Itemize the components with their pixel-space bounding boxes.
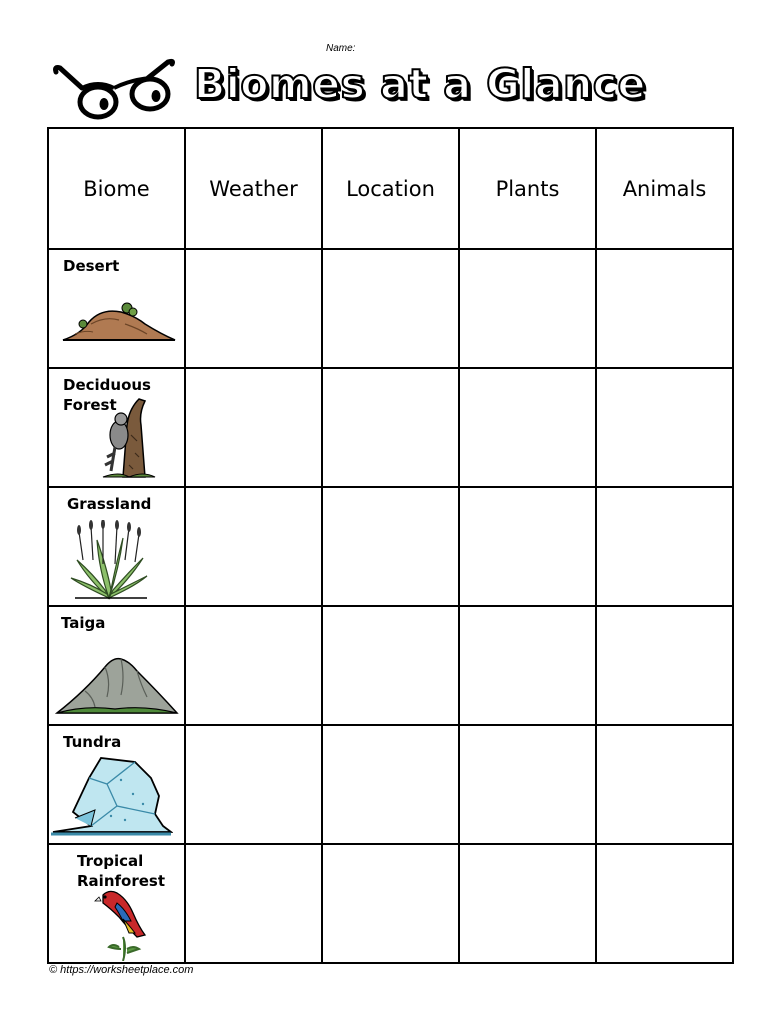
table-row [48,368,733,487]
biome-label: Tundra [63,733,122,751]
biome-cell-tundra [48,725,185,844]
copyright-footer: © https://worksheetplace.com [49,964,194,976]
biome-cell-tropical-rainforest [48,844,185,963]
biome-table [47,127,734,964]
biome-label: Deciduous Forest [63,376,151,414]
biome-cell-desert [48,249,185,368]
weather-cell[interactable] [185,606,322,725]
location-cell[interactable] [322,368,459,487]
grassland-icon [69,520,149,600]
column-header-animals: Animals [596,128,733,249]
biome-cell-grassland [48,487,185,606]
location-cell[interactable] [322,844,459,963]
column-header-biome: Biome [48,128,185,249]
table-row [48,725,733,844]
table-row [48,487,733,606]
animals-cell[interactable] [596,487,733,606]
weather-cell[interactable] [185,844,322,963]
table-row [48,249,733,368]
deciduous-forest-icon [99,395,159,479]
weather-cell[interactable] [185,368,322,487]
plants-cell[interactable] [459,249,596,368]
tundra-icon [51,754,173,838]
plants-cell[interactable] [459,487,596,606]
table-header-row [48,128,733,249]
table-row [48,606,733,725]
biome-label: Grassland [67,495,152,513]
taiga-icon [55,651,179,717]
desert-icon [61,294,177,344]
location-cell[interactable] [322,487,459,606]
animals-cell[interactable] [596,844,733,963]
biome-cell-taiga [48,606,185,725]
animals-cell[interactable] [596,249,733,368]
weather-cell[interactable] [185,249,322,368]
location-cell[interactable] [322,249,459,368]
biome-label: Tropical Rainforest [77,852,165,890]
page-title: Biomes at a Glance [194,60,646,108]
weather-cell[interactable] [185,487,322,606]
location-cell[interactable] [322,725,459,844]
plants-cell[interactable] [459,606,596,725]
animals-cell[interactable] [596,368,733,487]
biome-label: Taiga [61,614,106,632]
tropical-rainforest-icon [93,887,155,961]
weather-cell[interactable] [185,725,322,844]
animals-cell[interactable] [596,606,733,725]
plants-cell[interactable] [459,725,596,844]
plants-cell[interactable] [459,844,596,963]
biome-label: Desert [63,257,120,275]
biome-cell-deciduous-forest [48,368,185,487]
column-header-location: Location [322,128,459,249]
name-label: Name: [326,43,356,54]
column-header-plants: Plants [459,128,596,249]
column-header-weather: Weather [185,128,322,249]
table-row [48,844,733,963]
plants-cell[interactable] [459,368,596,487]
animals-cell[interactable] [596,725,733,844]
location-cell[interactable] [322,606,459,725]
glasses-icon [52,58,176,120]
